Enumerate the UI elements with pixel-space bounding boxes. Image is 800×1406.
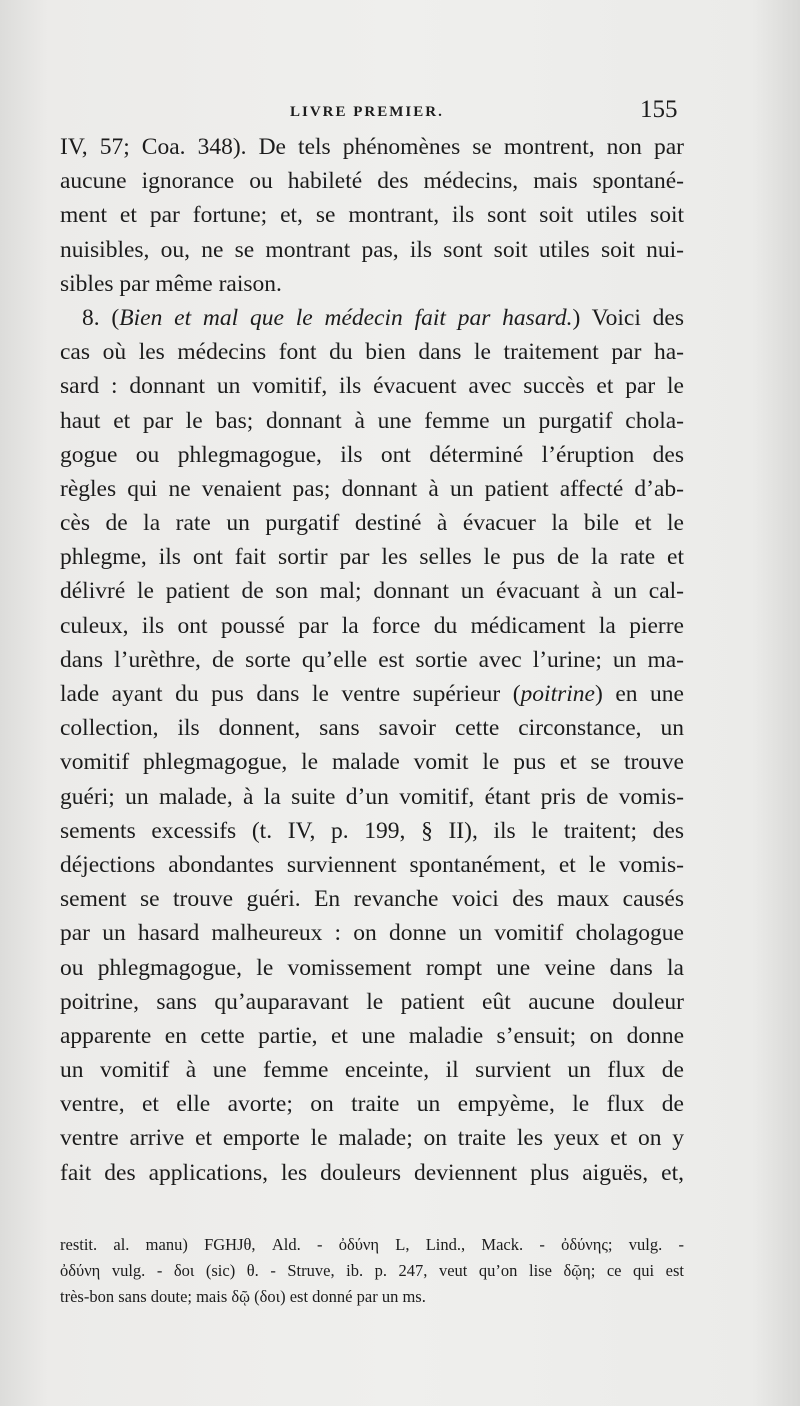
italic-run: poitrine xyxy=(520,681,595,707)
text-line: culeux, ils ont poussé par la force du médicament la pierre xyxy=(60,612,684,639)
text-line: sard : donnant un vomitif, ils évacuent avec succès et par le xyxy=(60,373,684,400)
running-head: LIVRE PREMIER. xyxy=(290,104,444,120)
text-line: sement se trouve guéri. En revanche voici des maux causés xyxy=(60,886,684,913)
text-line: IV, 57; Coa. 348). De tels phénomènes se montrent, non par xyxy=(60,134,684,160)
text-line: délivré le patient de son mal; donnant un évacuant à un cal- xyxy=(60,578,684,605)
footnote-line: ὀδύνη vulg. - δοι (sic) θ. - Struve, ib. p. 247, veut qu’on lise δῷη; ce qui est xyxy=(60,1261,684,1280)
text-line: un vomitif à une femme enceinte, il survient un flux de xyxy=(60,1057,684,1084)
text-line: ventre arrive et emporte le malade; on traite les yeux et on y xyxy=(60,1125,684,1152)
text-line: déjections abondantes surviennent spontanément, et le vomis- xyxy=(60,851,684,878)
text-line: cas où les médecins font du bien dans le traitement par ha- xyxy=(60,339,684,366)
text-line: ventre, et elle avorte; on traite un empyème, le flux de xyxy=(60,1091,684,1118)
text-line: phlegme, ils ont fait sortir par les selles le pus de la rate et xyxy=(60,544,684,571)
text-line: lade ayant du pus dans le ventre supérieur (poitrine) en une xyxy=(60,681,684,707)
text-line: ment et par fortune; et, se montrant, ils sont soit utiles soit xyxy=(60,202,684,229)
page-number: 155 xyxy=(640,96,678,123)
text-line: sibles par même raison. xyxy=(60,270,282,297)
section-8-start: 8. (Bien et mal que le médecin fait par hasard.) Voici des xyxy=(82,304,684,331)
text-line: ou phlegmagogue, le vomissement rompt une veine dans la xyxy=(60,954,684,981)
text-line: haut et par le bas; donnant à une femme un purgatif chola- xyxy=(60,407,684,434)
text-line: aucune ignorance ou habileté des médecins, mais spontané- xyxy=(60,168,684,195)
text-line: fait des applications, les douleurs deviennent plus aiguës, et, xyxy=(60,1159,684,1186)
footnotes xyxy=(60,1232,684,1310)
text-line: par un hasard malheureux : on donne un vomitif cholagogue xyxy=(60,920,684,947)
text-line: guéri; un malade, à la suite d’un vomitif, étant pris de vomis- xyxy=(60,783,684,810)
text-line: vomitif phlegmagogue, le malade vomit le pus et se trouve xyxy=(60,749,684,776)
text-line: nuisibles, ou, ne se montrant pas, ils sont soit utiles soit nui- xyxy=(60,236,684,263)
body-text xyxy=(60,130,684,1190)
text-line: gogue ou phlegmagogue, ils ont déterminé l’éruption des xyxy=(60,441,684,468)
footnote-line: très-bon sans doute; mais δῷ (δοι) est donné par un ms. xyxy=(60,1287,426,1306)
footnote-line: restit. al. manu) FGHJθ, Ald. - ὀδύνη L, Lind., Mack. - ὀδύνης; vulg. - xyxy=(60,1235,684,1254)
text-line: poitrine, sans qu’auparavant le patient eût aucune douleur xyxy=(60,988,684,1015)
text-line: règles qui ne venaient pas; donnant à un patient affecté d’ab- xyxy=(60,475,684,502)
italic-run: Bien et mal que le médecin fait par hasard. xyxy=(119,304,573,331)
text-line: cès de la rate un purgatif destiné à évacuer la bile et le xyxy=(60,510,684,537)
text-line: collection, ils donnent, sans savoir cette circonstance, un xyxy=(60,715,684,742)
text-line: sements excessifs (t. IV, p. 199, § II), ils le traitent; des xyxy=(60,817,684,844)
text-line: dans l’urèthre, de sorte qu’elle est sortie avec l’urine; un ma- xyxy=(60,646,684,673)
text-line: apparente en cette partie, et une maladie s’ensuit; on donne xyxy=(60,1022,684,1049)
